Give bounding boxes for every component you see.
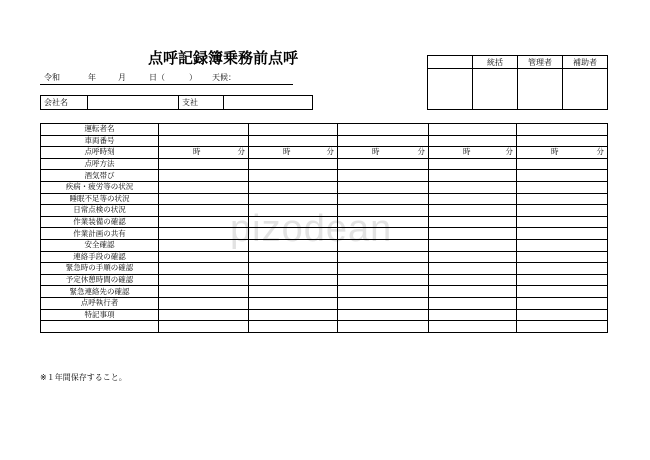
row-label: 点呼時刻 [41,147,159,159]
row-label: 特記事項 [41,309,159,321]
row-label: 点呼執行者 [41,297,159,309]
entry-cell[interactable] [159,263,249,275]
entry-cell[interactable] [159,228,249,240]
entry-cell[interactable] [338,124,429,136]
table-row [41,309,608,321]
entry-cell[interactable] [249,216,338,228]
retention-note: ※１年間保存すること。 [40,373,127,382]
watermark: pizodean [230,208,393,250]
entry-cell[interactable] [429,181,517,193]
approval-header-blank [428,56,473,69]
row-label: 車両番号 [41,135,159,147]
entry-cell[interactable] [429,170,517,182]
entry-cell[interactable] [159,239,249,251]
table-row [41,135,608,147]
entry-cell[interactable] [159,124,249,136]
entry-cell[interactable] [517,205,608,217]
weekday-close: ） [189,73,197,82]
entry-cell[interactable] [159,158,249,170]
era-label: 令和 [44,73,60,82]
entry-cell[interactable] [249,297,338,309]
hour-unit: 時 [463,147,471,157]
entry-cell[interactable] [249,286,338,298]
company-field[interactable] [88,96,179,110]
entry-cell[interactable] [249,263,338,275]
entry-cell[interactable] [429,158,517,170]
row-label [41,321,159,333]
entry-cell[interactable] [517,228,608,240]
entry-cell[interactable] [249,274,338,286]
approval-stamp-manager[interactable] [518,69,563,110]
entry-cell[interactable] [159,297,249,309]
entry-cell[interactable] [429,216,517,228]
branch-label: 支社 [179,96,224,110]
entry-cell[interactable] [429,239,517,251]
table-row [41,274,608,286]
table-row [41,297,608,309]
entry-cell[interactable] [517,216,608,228]
table-row [41,286,608,298]
table-row [41,216,608,228]
table-row [41,193,608,205]
entry-cell[interactable] [517,321,608,333]
date-weather-line [40,70,293,85]
entry-cell[interactable] [159,251,249,263]
row-label: 酒気帯び [41,170,159,182]
row-label: 睡眠不足等の状況 [41,193,159,205]
entry-cell[interactable] [249,181,338,193]
entry-cell[interactable] [249,158,338,170]
approval-header-manager: 管理者 [518,56,563,69]
company-label: 会社名 [41,96,88,110]
day-label: 日（ [149,73,165,82]
entry-cell[interactable] [338,181,429,193]
entry-cell[interactable] [517,170,608,182]
entry-cell[interactable] [429,193,517,205]
entry-cell[interactable] [249,193,338,205]
entry-cell[interactable] [517,263,608,275]
entry-cell[interactable] [338,216,429,228]
entry-cell[interactable] [429,135,517,147]
row-label: 疾病・疲労等の状況 [41,181,159,193]
entry-cell[interactable] [429,286,517,298]
entry-cell[interactable] [338,297,429,309]
entry-cell[interactable] [249,147,338,159]
entry-cell[interactable] [517,239,608,251]
entry-cell[interactable] [517,286,608,298]
row-label: 点呼方法 [41,158,159,170]
entry-cell[interactable] [159,170,249,182]
entry-cell[interactable] [429,309,517,321]
entry-cell[interactable] [249,124,338,136]
entry-cell[interactable] [338,135,429,147]
table-row [41,124,608,136]
row-label: 安全確認 [41,239,159,251]
row-label: 作業装備の確認 [41,216,159,228]
table-row [41,205,608,217]
entry-cell[interactable] [338,251,429,263]
entry-cell[interactable] [517,135,608,147]
entry-cell[interactable] [159,193,249,205]
approval-table [427,55,608,110]
minute-unit: 分 [505,147,513,157]
hour-unit: 時 [372,147,380,157]
minute-unit: 分 [326,147,334,157]
entry-cell[interactable] [517,158,608,170]
entry-cell[interactable] [517,309,608,321]
entry-cell[interactable] [159,181,249,193]
hour-unit: 時 [551,147,559,157]
table-row [41,158,608,170]
approval-stamp-assistant[interactable] [563,69,608,110]
entry-cell[interactable] [338,286,429,298]
approval-stamp-supervisor[interactable] [473,69,518,110]
table-row [41,170,608,182]
entry-cell[interactable] [338,321,429,333]
hour-unit: 時 [283,147,291,157]
row-label: 予定休憩時間の確認 [41,274,159,286]
entry-cell[interactable] [517,124,608,136]
row-label: 日常点検の状況 [41,205,159,217]
company-table [40,95,313,110]
entry-cell[interactable] [429,297,517,309]
entry-cell[interactable] [338,228,429,240]
entry-cell[interactable] [249,321,338,333]
entry-cell[interactable] [249,170,338,182]
entry-cell[interactable] [338,170,429,182]
entry-cell[interactable] [429,124,517,136]
approval-stamp-blank[interactable] [428,69,473,110]
row-label: 運転者名 [41,124,159,136]
month-label: 月 [118,73,126,82]
row-label: 連絡手段の確認 [41,251,159,263]
entry-cell[interactable] [429,147,517,159]
entry-cell[interactable] [249,239,338,251]
table-row [41,321,608,333]
entry-cell[interactable] [249,251,338,263]
page-title: 点呼記録簿乗務前点呼 [147,49,298,67]
entry-cell[interactable] [159,147,249,159]
table-row [41,181,608,193]
entry-cell[interactable] [338,263,429,275]
entry-cell[interactable] [517,193,608,205]
entry-cell[interactable] [249,309,338,321]
entry-cell[interactable] [517,274,608,286]
entry-cell[interactable] [159,321,249,333]
entry-cell[interactable] [429,251,517,263]
weather-label: 天候： [212,73,236,82]
entry-cell[interactable] [429,228,517,240]
approval-header-assistant: 補助者 [563,56,608,69]
entry-cell[interactable] [429,263,517,275]
minute-unit: 分 [237,147,245,157]
entry-cell[interactable] [159,216,249,228]
row-label: 緊急連絡先の確認 [41,286,159,298]
entry-cell[interactable] [159,309,249,321]
minute-unit: 分 [417,147,425,157]
entry-cell[interactable] [338,239,429,251]
entry-cell[interactable] [517,147,608,159]
entry-cell[interactable] [249,228,338,240]
entry-cell[interactable] [517,181,608,193]
entry-cell[interactable] [249,205,338,217]
entry-cell[interactable] [517,297,608,309]
entry-cell[interactable] [159,205,249,217]
entry-cell[interactable] [517,251,608,263]
table-row [41,263,608,275]
minute-unit: 分 [596,147,604,157]
entry-cell[interactable] [429,321,517,333]
row-label: 作業計画の共有 [41,228,159,240]
row-label: 緊急時の手順の確認 [41,263,159,275]
entry-cell[interactable] [338,158,429,170]
entry-cell[interactable] [159,135,249,147]
branch-field[interactable] [224,96,313,110]
entry-cell[interactable] [249,135,338,147]
entry-cell[interactable] [429,205,517,217]
entry-cell[interactable] [338,274,429,286]
entry-cell[interactable] [338,147,429,159]
table-row [41,147,608,159]
table-row [41,251,608,263]
entry-cell[interactable] [159,286,249,298]
table-row [41,239,608,251]
entry-cell[interactable] [429,274,517,286]
entry-cell[interactable] [338,193,429,205]
roll-call-table [40,123,608,333]
year-label: 年 [88,73,96,82]
table-row [41,228,608,240]
entry-cell[interactable] [338,309,429,321]
approval-header-supervisor: 統括 [473,56,518,69]
hour-unit: 時 [193,147,201,157]
entry-cell[interactable] [159,274,249,286]
entry-cell[interactable] [338,205,429,217]
